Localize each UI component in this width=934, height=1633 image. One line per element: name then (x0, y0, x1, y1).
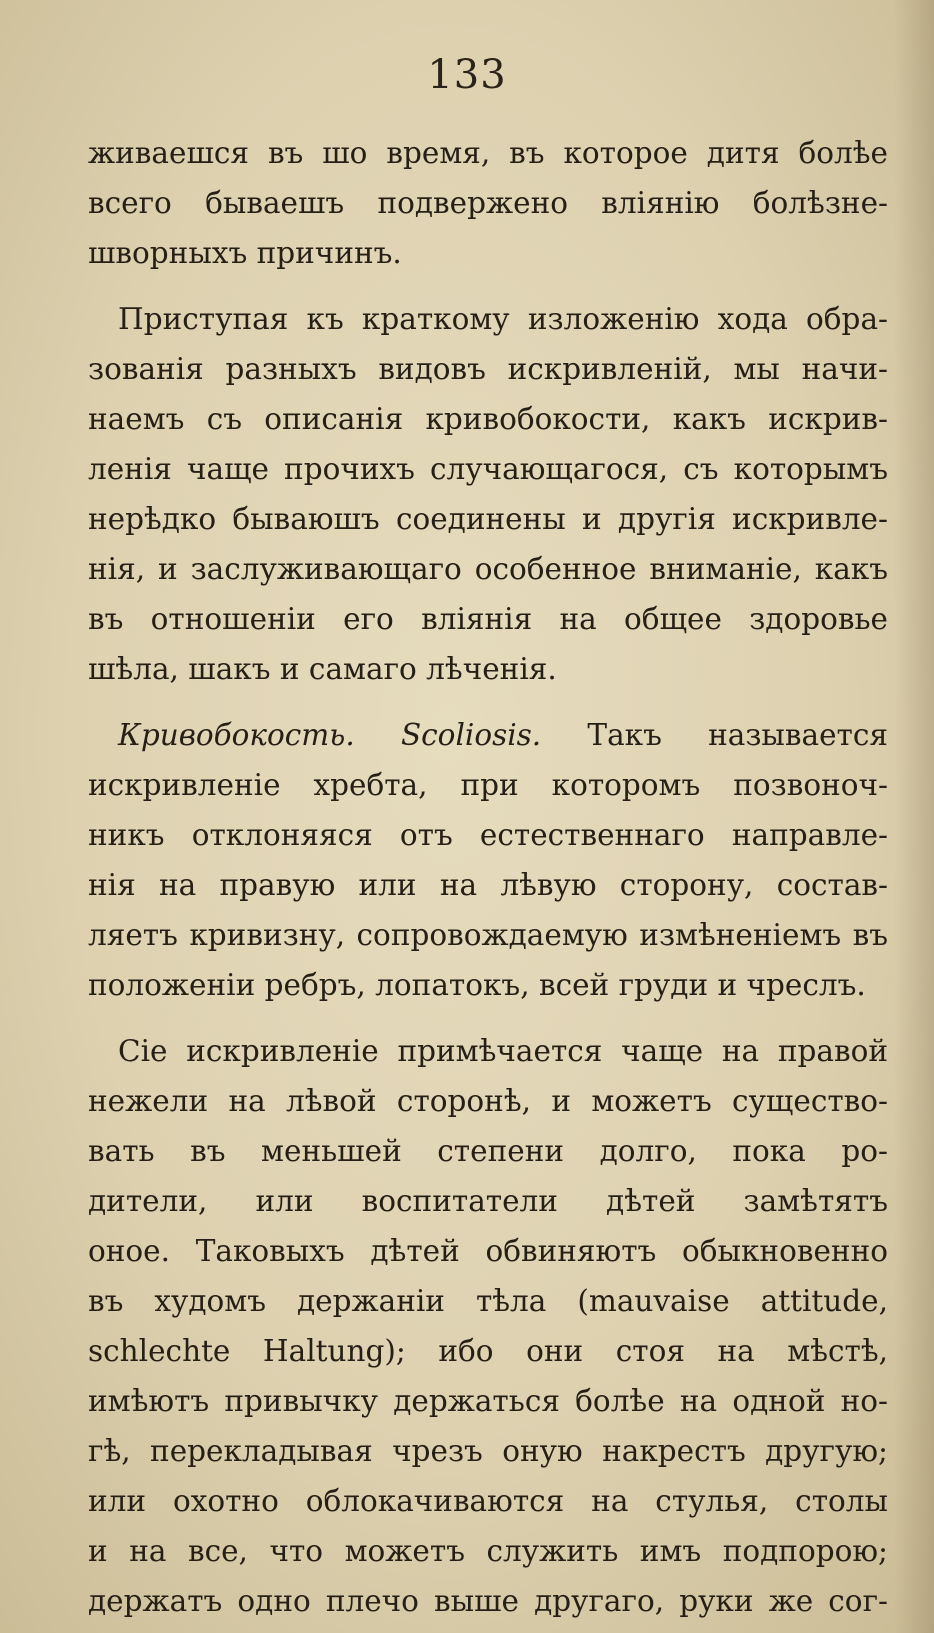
text-line: ляетъ кривизну, сопровождаемую измѣненіемъ въ (88, 918, 888, 952)
text-line: schlechte Haltung); ибо они стоя на мѣстѣ, (88, 1334, 888, 1368)
text-line: положеніи ребръ, лопатокъ, всей груди и чреслъ. (88, 968, 866, 1002)
text-line: искривленіе хребта, при которомъ позвоноч- (88, 768, 888, 802)
paragraph-2 (88, 294, 888, 694)
text-line: въ отношеніи его вліянія на общее здоровье (88, 602, 888, 636)
page-edge-shadow (894, 0, 934, 1633)
text-line: зованія разныхъ видовъ искривленій, мы начи- (88, 352, 888, 386)
heading-latin: Scoliosis. (400, 718, 542, 752)
page-number: 133 (427, 52, 507, 98)
heading-ru: Кривобокость. (118, 718, 355, 752)
heading-continuation: Такъ называется (587, 718, 888, 752)
text-line: гѣ, перекладывая чрезъ оную накрестъ другую; (88, 1434, 888, 1468)
text-line: и на все, что можетъ служить имъ подпорою; (88, 1534, 888, 1568)
text-line: вать въ меньшей степени долго, пока ро- (88, 1134, 888, 1168)
text-line: имѣютъ привычку держаться болѣе на одной но- (88, 1384, 888, 1418)
text-line: шѣла, шакъ и самаго лѣченія. (88, 652, 557, 686)
text-line: держатъ одно плечо выше другаго, руки же сог- (88, 1584, 888, 1618)
text-block (88, 128, 888, 1626)
text-line: или охотно облокачиваются на стулья, столы (88, 1484, 888, 1518)
text-line: нерѣдко бываюшъ соединены и другія искривле- (88, 502, 888, 536)
text-line: дители, или воспитатели дѣтей замѣтятъ (88, 1184, 888, 1218)
text-line: живаешся въ шо время, въ которое дитя болѣе (88, 136, 888, 170)
text-line: Приступая къ краткому изложенію хода обра- (118, 302, 888, 336)
paragraph-3 (88, 710, 888, 1010)
paragraph-4 (88, 1026, 888, 1626)
text-line: оное. Таковыхъ дѣтей обвиняютъ обыкновенно (88, 1234, 888, 1268)
text-line: шворныхъ причинъ. (88, 236, 402, 270)
section-heading-line (88, 710, 888, 760)
text-line: никъ отклоняяся отъ естественнаго направле- (88, 818, 888, 852)
paragraph-1 (88, 128, 888, 278)
text-line: Сіе искривленіе примѣчается чаще на правой (118, 1034, 888, 1068)
text-line: всего бываешъ подвержено вліянію болѣзне- (88, 186, 888, 220)
text-line: въ худомъ держаніи тѣла (mauvaise attitude, (88, 1284, 888, 1318)
text-line: нія, и заслуживающаго особенное вниманіе, какъ (88, 552, 888, 586)
text-line: нія на правую или на лѣвую сторону, состав- (88, 868, 888, 902)
text-line: нежели на лѣвой сторонѣ, и можетъ существо- (88, 1084, 888, 1118)
text-line: ленія чаще прочихъ случающагося, съ которымъ (88, 452, 888, 486)
text-line: наемъ съ описанія кривобокости, какъ искрив- (88, 402, 888, 436)
